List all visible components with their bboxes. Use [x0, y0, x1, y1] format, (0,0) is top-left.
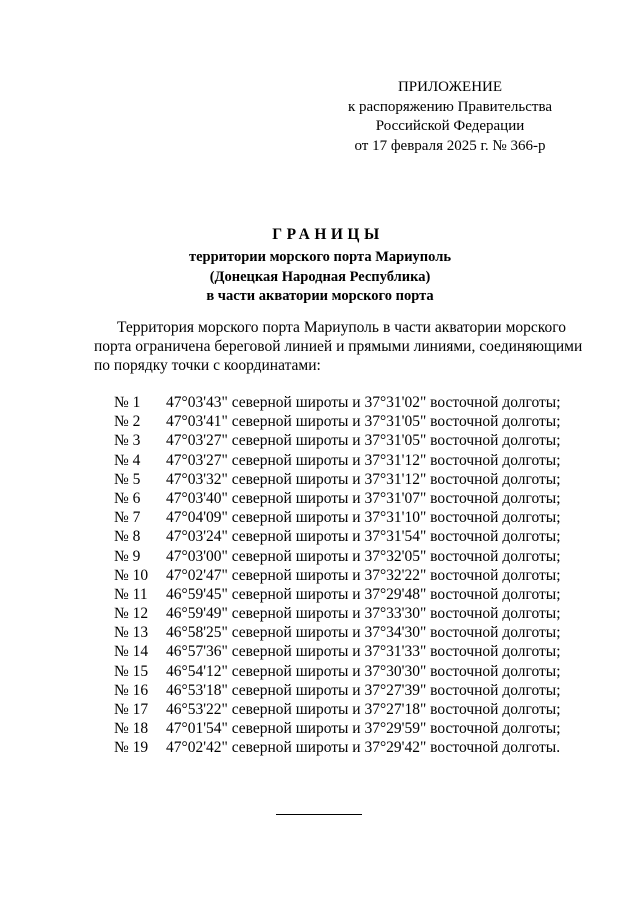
- point-number: № 2: [114, 413, 141, 431]
- point-coordinates: 47°03'27" северной широты и 37°31'05" восточной долготы;: [166, 432, 561, 450]
- coordinate-row: [114, 719, 561, 738]
- point-number: № 15: [114, 662, 149, 680]
- point-number: № 9: [114, 547, 141, 565]
- point-coordinates: 47°03'32" северной широты и 37°31'12" восточной долготы;: [166, 470, 561, 488]
- point-number: № 12: [114, 605, 149, 623]
- point-coordinates: 47°01'54" северной широты и 37°29'59" восточной долготы;: [166, 720, 561, 738]
- point-number: № 14: [114, 643, 149, 661]
- coordinate-row: [114, 585, 561, 604]
- intro-line: порта ограничена береговой линией и прямыми линиями, соединяющими: [94, 338, 583, 356]
- coordinate-row: [114, 412, 561, 431]
- footer-divider: [276, 814, 362, 815]
- appendix-header: [330, 78, 570, 156]
- intro-paragraph: [94, 318, 583, 376]
- coordinate-row: [114, 508, 561, 527]
- point-coordinates: 47°03'41" северной широты и 37°31'05" восточной долготы;: [166, 413, 561, 431]
- point-coordinates: 46°57'36" северной широты и 37°31'33" восточной долготы;: [166, 643, 561, 661]
- point-coordinates: 46°58'25" северной широты и 37°34'30" восточной долготы;: [166, 624, 561, 642]
- point-number: № 10: [114, 566, 149, 584]
- point-number: № 19: [114, 739, 149, 757]
- point-coordinates: 46°54'12" северной широты и 37°30'30" восточной долготы;: [166, 662, 561, 680]
- document-subtitle: [0, 248, 640, 307]
- point-number: № 17: [114, 701, 149, 718]
- coordinate-row: [114, 681, 561, 700]
- coordinate-row: [114, 623, 561, 642]
- coordinate-row: [114, 489, 561, 508]
- coordinate-row: [114, 604, 561, 623]
- point-number: № 11: [114, 585, 148, 603]
- subtitle-line: в части акватории морского порта: [206, 288, 434, 304]
- appendix-title: ПРИЛОЖЕНИЕ: [397, 79, 503, 95]
- coordinate-row: [114, 547, 561, 566]
- point-coordinates: 47°02'42" северной широты и 37°29'42" восточной долготы.: [166, 739, 561, 757]
- point-coordinates: 46°59'45" северной широты и 37°29'48" восточной долготы;: [166, 585, 561, 603]
- point-coordinates: 47°03'43" северной широты и 37°31'02" восточной долготы;: [166, 394, 561, 411]
- coordinate-row: [114, 700, 561, 719]
- point-number: № 13: [114, 624, 149, 642]
- point-number: № 6: [114, 489, 141, 507]
- coordinate-row: [114, 393, 561, 412]
- coordinate-row: [114, 662, 561, 681]
- point-coordinates: 47°04'09" северной широты и 37°31'10" восточной долготы;: [166, 509, 561, 527]
- document-title: ГРАНИЦЫ: [272, 226, 384, 243]
- subtitle-line: территории морского порта Мариуполь: [188, 249, 452, 265]
- point-number: № 5: [114, 470, 141, 488]
- subtitle-line: (Донецкая Народная Республика): [209, 268, 431, 285]
- coordinates-list: [114, 393, 561, 758]
- point-number: № 18: [114, 720, 149, 738]
- coordinate-row: [114, 527, 561, 546]
- coordinate-row: [114, 451, 561, 470]
- point-number: № 4: [114, 451, 141, 469]
- coordinate-row: [114, 738, 561, 757]
- point-number: № 16: [114, 681, 149, 699]
- point-coordinates: 46°53'22" северной широты и 37°27'18" восточной долготы;: [166, 701, 561, 718]
- point-coordinates: 46°53'18" северной широты и 37°27'39" восточной долготы;: [166, 681, 561, 699]
- coordinate-row: [114, 431, 561, 450]
- coordinate-row: [114, 566, 561, 585]
- intro-line: Территория морского порта Мариуполь в части акватории морского: [117, 319, 566, 336]
- point-number: № 7: [114, 509, 141, 527]
- coordinate-row: [114, 642, 561, 661]
- point-coordinates: 47°02'47" северной широты и 37°32'22" восточной долготы;: [166, 566, 561, 584]
- intro-line: по порядку точки с координатами:: [94, 357, 321, 375]
- point-number: № 3: [114, 432, 141, 450]
- coordinate-row: [114, 470, 561, 489]
- appendix-date-line: от 17 февраля 2025 г. № 366-р: [354, 137, 546, 154]
- appendix-line: Российской Федерации: [375, 118, 525, 134]
- point-coordinates: 46°59'49" северной широты и 37°33'30" восточной долготы;: [166, 605, 561, 623]
- point-coordinates: 47°03'27" северной широты и 37°31'12" восточной долготы;: [166, 451, 561, 469]
- point-coordinates: 47°03'00" северной широты и 37°32'05" восточной долготы;: [166, 547, 561, 565]
- point-coordinates: 47°03'40" северной широты и 37°31'07" восточной долготы;: [166, 489, 561, 507]
- point-coordinates: 47°03'24" северной широты и 37°31'54" восточной долготы;: [166, 528, 561, 546]
- appendix-line: к распоряжению Правительства: [347, 98, 552, 115]
- point-number: № 8: [114, 528, 141, 546]
- point-number: № 1: [114, 394, 141, 411]
